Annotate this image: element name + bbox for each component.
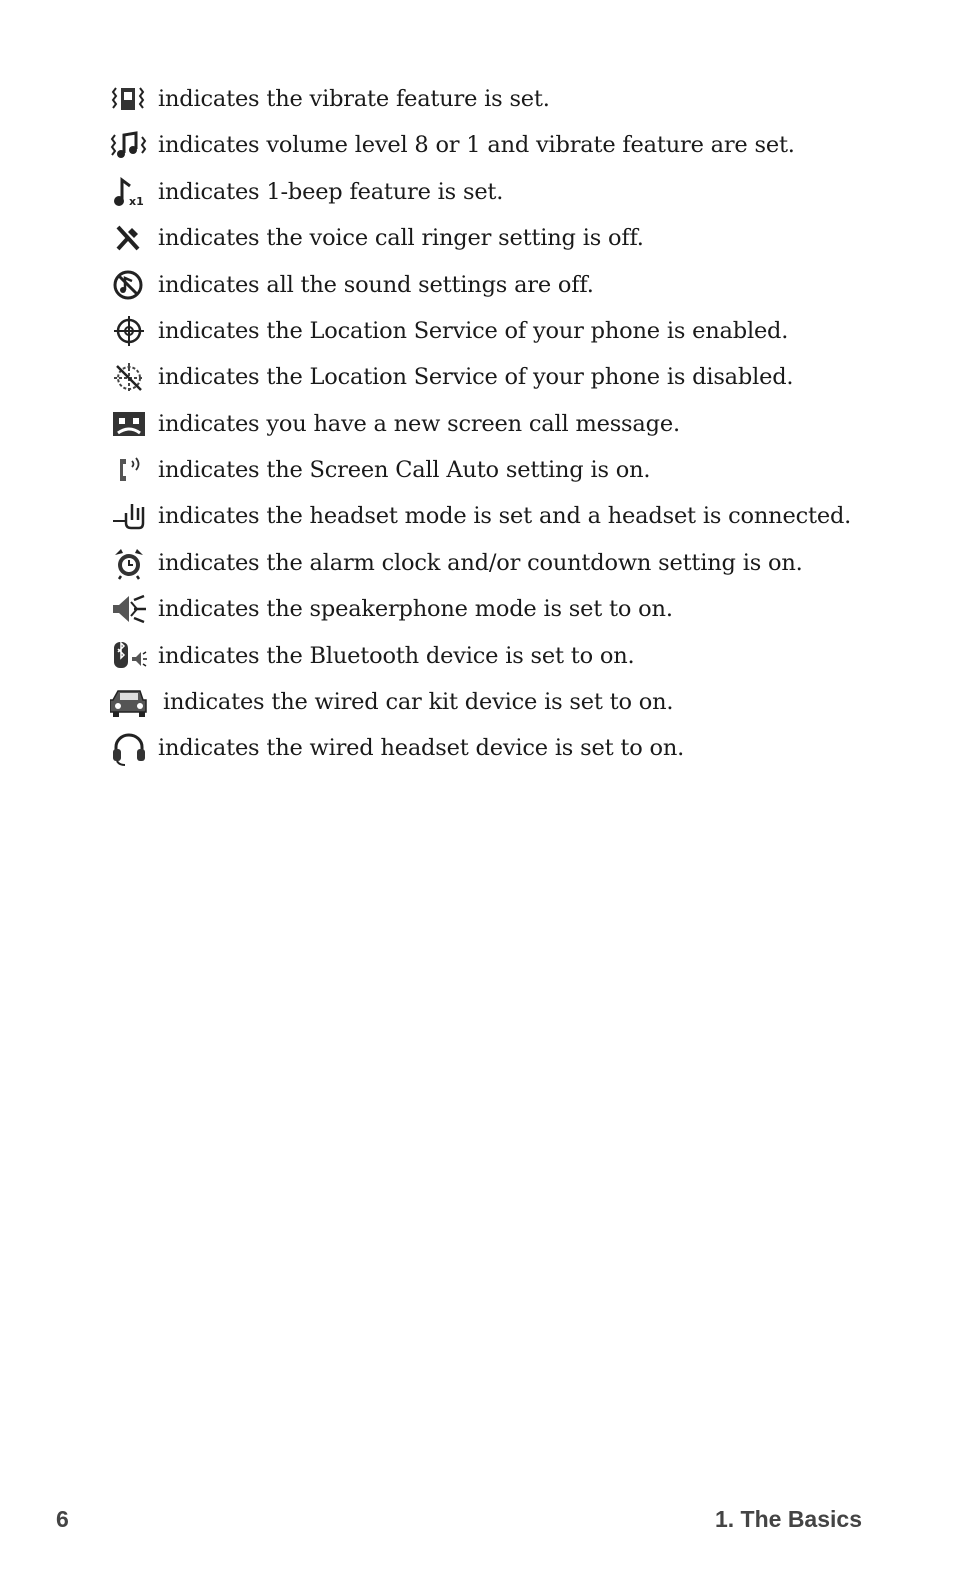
list-item [110,447,890,493]
volume-vibrate-icon [110,129,148,163]
list-item [110,633,890,679]
indicator-text: indicates the headset mode is set and a headset is connected. [158,503,852,530]
list-item [110,494,890,540]
list-item [110,169,890,215]
list-item [110,262,890,308]
indicator-text: indicates 1-beep feature is set. [158,178,504,205]
page-number: 6 [56,1506,69,1532]
indicator-list [110,76,890,772]
indicator-text: indicates the vibrate feature is set. [158,85,550,112]
list-item [110,679,890,725]
indicator-text: indicates the Bluetooth device is set to on. [158,642,635,669]
indicator-text: indicates the voice call ringer setting is off. [158,225,644,252]
indicator-text: indicates the speakerphone mode is set to on. [158,596,673,623]
all-sound-off-icon [110,268,148,302]
svg-text:x1: x1 [129,194,144,208]
section-title: 1. The Basics [714,1506,862,1532]
vibrate-icon [110,82,148,116]
list-item [110,308,890,354]
screen-call-message-icon [110,407,148,441]
one-beep-icon [110,175,148,209]
list-item [110,586,890,632]
indicator-text: indicates you have a new screen call message. [158,410,680,437]
list-item [110,401,890,447]
car-kit-icon [110,685,148,719]
ringer-off-icon [110,221,148,255]
indicator-text: indicates the Location Service of your phone is disabled. [158,364,794,391]
headset-mode-icon [110,500,148,534]
list-item [110,122,890,168]
indicator-text: indicates all the sound settings are off. [158,271,594,298]
list-item [110,215,890,261]
wired-headset-icon [110,732,148,766]
indicator-text: indicates the wired headset device is set to on. [158,735,685,762]
indicator-text: indicates the Location Service of your phone is enabled. [158,317,789,344]
indicator-text: indicates the Screen Call Auto setting is on. [158,457,651,484]
screen-call-auto-icon [110,453,148,487]
list-item [110,540,890,586]
indicator-text: indicates the wired car kit device is set to on. [163,689,674,716]
indicator-text: indicates volume level 8 or 1 and vibrate feature are set. [158,132,795,159]
list-item [110,725,890,771]
speakerphone-icon [110,592,148,626]
indicator-text: indicates the alarm clock and/or countdown setting is on. [158,549,803,576]
location-on-icon [110,314,148,348]
bluetooth-icon [110,639,148,673]
alarm-clock-icon [110,546,148,580]
list-item [110,354,890,400]
location-off-icon [110,361,148,395]
list-item [110,76,890,122]
